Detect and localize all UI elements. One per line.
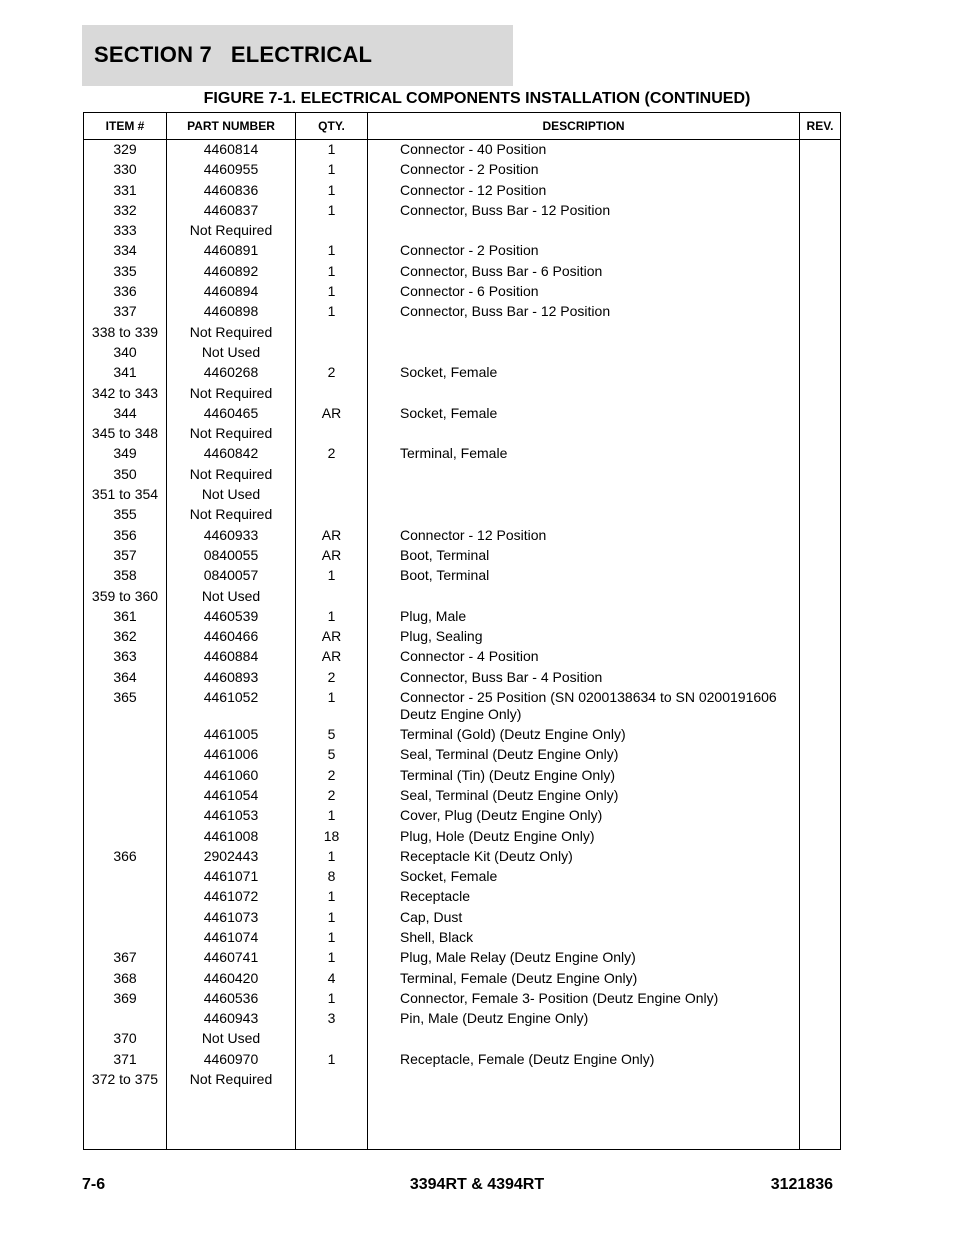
table-row [84,364,840,384]
part-number-cell: 4461005 [203,726,259,743]
table-row [84,746,840,766]
model-name: 3394RT & 4394RT [409,1176,545,1193]
part-number-cell: 4461052 [203,689,259,706]
part-number-cell: 4460892 [203,262,259,279]
table-row [84,445,840,465]
part-number-cell: 4460842 [203,445,259,462]
table-row [84,263,840,283]
item-cell: 344 [113,404,137,421]
qty-cell: 1 [327,567,336,584]
table-row [84,868,840,888]
part-number-cell: 4460884 [203,648,259,665]
table-row [84,608,840,628]
item-cell: 362 [113,628,137,645]
part-number-cell: 4460741 [203,949,259,966]
table-row [84,949,840,969]
table-row [84,385,840,405]
part-number-cell: 4461071 [203,868,259,885]
qty-cell: 4 [327,969,336,986]
part-number-cell: 4460466 [203,628,259,645]
table-row [84,628,840,648]
description-cell: Connector - 12 Position [400,181,547,198]
table-row [84,182,840,202]
item-cell: 329 [113,141,137,157]
section-banner [82,25,513,86]
table-row [84,787,840,807]
qty-cell: 2 [327,786,336,803]
description-cell: Socket, Female [400,868,498,885]
item-cell: 345 to 348 [91,425,159,442]
description-cell: Connector, Buss Bar - 6 Position [400,262,603,279]
description-cell: Terminal (Gold) (Deutz Engine Only) [400,726,626,743]
item-cell: 355 [113,506,137,523]
part-number-cell: 4460955 [203,161,259,178]
table-row [84,324,840,344]
item-cell: 334 [113,242,137,259]
document-number: 3121836 [770,1176,833,1193]
part-number-cell: 4460893 [203,668,259,685]
part-number-cell: 4460837 [203,201,259,218]
table-row [84,466,840,486]
qty-cell: 1 [327,242,336,259]
qty-cell: 1 [327,949,336,966]
item-cell: 357 [113,546,137,563]
table-row [84,283,840,303]
description-cell: Connector - 4 Position [400,648,539,665]
table-row [84,909,840,929]
description-cell: Connector, Female 3- Position (Deutz Engine Only) [400,989,719,1006]
item-cell: 335 [113,262,137,279]
table-row [84,202,840,222]
table-row [84,828,840,848]
part-number-cell: Not Required [189,465,273,482]
qty-cell: 1 [327,161,336,178]
item-cell: 356 [113,526,137,543]
table-row [84,648,840,668]
table-row [84,486,840,506]
description-cell: Connector - 12 Position [400,526,547,543]
part-number-cell: 4460891 [203,242,259,259]
item-cell: 331 [113,181,137,198]
item-cell: 370 [113,1030,137,1047]
item-cell: 351 to 354 [91,486,159,503]
part-number-cell: 4461072 [203,888,259,905]
table-row [84,567,840,587]
item-cell: 337 [113,303,137,320]
description-cell: Socket, Female [400,404,498,421]
part-number-cell: Not Used [201,587,261,604]
part-number-cell: 0840055 [203,546,259,563]
qty-cell: 1 [327,989,336,1006]
table-row [84,669,840,689]
table-row [84,222,840,242]
part-number-cell: 4460814 [203,141,259,157]
item-cell: 368 [113,969,137,986]
part-number-cell: 4460836 [203,181,259,198]
part-number-cell: 4461073 [203,908,259,925]
qty-cell: AR [321,526,342,543]
item-cell: 365 [113,689,137,706]
qty-cell: AR [321,648,342,665]
qty-cell: 1 [327,847,336,864]
description-cell-continued: Deutz Engine Only) [400,706,522,723]
description-cell: Cap, Dust [400,908,463,925]
table-row [84,888,840,908]
item-cell: 367 [113,949,137,966]
description-cell: Seal, Terminal (Deutz Engine Only) [400,746,619,763]
part-number-cell: 4460465 [203,404,259,421]
description-cell: Receptacle, Female (Deutz Engine Only) [400,1050,655,1067]
item-cell: 363 [113,648,137,665]
description-cell: Connector - 6 Position [400,283,539,300]
description-cell: Seal, Terminal (Deutz Engine Only) [400,786,619,803]
table-row [84,1071,840,1091]
item-cell: 336 [113,283,137,300]
item-cell: 330 [113,161,137,178]
qty-cell: 1 [327,1050,336,1067]
part-number-cell: 4461006 [203,746,259,763]
qty-cell: 1 [327,283,336,300]
part-number-cell: 4460933 [203,526,259,543]
table-row [84,303,840,323]
part-number-cell: 4461054 [203,786,259,803]
qty-cell: AR [321,404,342,421]
header-item: ITEM # [105,119,145,133]
header-description: DESCRIPTION [542,119,625,133]
qty-cell: 1 [327,928,336,945]
table-row [84,767,840,787]
qty-cell: 1 [327,888,336,905]
part-number-cell: Not Required [189,222,273,239]
qty-cell: 1 [327,181,336,198]
qty-cell: AR [321,628,342,645]
item-cell: 372 to 375 [91,1071,159,1088]
table-row [84,161,840,181]
description-cell: Connector, Buss Bar - 4 Position [400,668,603,685]
description-cell: Shell, Black [400,928,474,945]
part-number-cell: 4460943 [203,1010,259,1027]
item-cell: 369 [113,989,137,1006]
figure-title: FIGURE 7-1. ELECTRICAL COMPONENTS INSTALLATION (CONTINUED) [203,90,751,107]
description-cell: Connector - 25 Position (SN 0200138634 to SN 0200191606 [400,689,777,706]
table-row [84,990,840,1010]
table-row [84,405,840,425]
header-divider [84,139,840,140]
section-title: SECTION 7 ELECTRICAL [94,42,373,67]
part-number-cell: 0840057 [203,567,259,584]
qty-cell: 2 [327,364,336,381]
item-cell: 333 [113,222,137,239]
item-cell: 371 [113,1050,137,1067]
qty-cell: 1 [327,908,336,925]
table-row [84,807,840,827]
part-number-cell: 4460268 [203,364,259,381]
description-cell: Plug, Male [400,607,467,624]
description-cell: Plug, Sealing [400,628,483,645]
description-cell: Connector - 2 Position [400,242,539,259]
qty-cell: 2 [327,766,336,783]
item-cell: 342 to 343 [91,384,159,401]
description-cell: Terminal (Tin) (Deutz Engine Only) [400,766,615,783]
table-row [84,588,840,608]
part-number-cell: 4461008 [203,827,259,844]
part-number-cell: 4460894 [203,283,259,300]
qty-cell: 1 [327,607,336,624]
item-cell: 350 [113,465,137,482]
qty-cell: 1 [327,303,336,320]
item-cell: 359 to 360 [91,587,159,604]
item-cell: 349 [113,445,137,462]
table-row [84,242,840,262]
table-row [84,547,840,567]
part-number-cell: Not Required [189,384,273,401]
item-cell: 361 [113,607,137,624]
description-cell: Boot, Terminal [400,567,490,584]
item-cell: 366 [113,847,137,864]
description-cell: Plug, Male Relay (Deutz Engine Only) [400,949,636,966]
header-part-number: PART NUMBER [187,119,275,133]
part-number-cell: Not Required [189,425,273,442]
table-row [84,1030,840,1050]
part-number-cell: Not Required [189,1071,273,1088]
qty-cell: 5 [327,726,336,743]
qty-cell: 5 [327,746,336,763]
qty-cell: 1 [327,262,336,279]
part-number-cell: Not Used [201,486,261,503]
part-number-cell: Not Used [201,1030,261,1047]
description-cell: Receptacle [400,888,471,905]
part-number-cell: 4460898 [203,303,259,320]
description-cell: Cover, Plug (Deutz Engine Only) [400,807,603,824]
part-number-cell: 4461053 [203,807,259,824]
qty-cell: 1 [327,141,336,157]
table-row [84,848,840,868]
item-cell: 340 [113,343,137,360]
table-body [84,141,840,1091]
description-cell: Plug, Hole (Deutz Engine Only) [400,827,595,844]
table-row [84,689,840,726]
table-row [84,425,840,445]
qty-cell: 8 [327,868,336,885]
part-number-cell: 4460970 [203,1050,259,1067]
qty-cell: 1 [327,201,336,218]
part-number-cell: 4460536 [203,989,259,1006]
qty-cell: 3 [327,1010,336,1027]
part-number-cell: 2902443 [203,847,259,864]
header-rev: REV. [806,119,834,133]
page-number: 7-6 [82,1176,106,1193]
part-number-cell: 4460420 [203,969,259,986]
qty-cell: AR [321,546,342,563]
item-cell: 332 [113,201,137,218]
part-number-cell: 4461060 [203,766,259,783]
table-row [84,726,840,746]
description-cell: Boot, Terminal [400,546,490,563]
part-number-cell: Not Required [189,506,273,523]
description-cell: Terminal, Female (Deutz Engine Only) [400,969,638,986]
description-cell: Connector, Buss Bar - 12 Position [400,201,611,218]
qty-cell: 2 [327,445,336,462]
table-row [84,1051,840,1071]
item-cell: 341 [113,364,137,381]
description-cell: Connector, Buss Bar - 12 Position [400,303,611,320]
part-number-cell: 4461074 [203,928,259,945]
description-cell: Terminal, Female [400,445,508,462]
table-row [84,344,840,364]
item-cell: 358 [113,567,137,584]
qty-cell: 1 [327,689,336,706]
description-cell: Socket, Female [400,364,498,381]
table-row [84,141,840,161]
table-row [84,929,840,949]
part-number-cell: Not Used [201,343,261,360]
table-row [84,506,840,526]
qty-cell: 1 [327,807,336,824]
item-cell: 338 to 339 [91,323,159,340]
description-cell: Pin, Male (Deutz Engine Only) [400,1010,589,1027]
table-row [84,527,840,547]
qty-cell: 18 [323,827,340,844]
description-cell: Connector - 40 Position [400,141,547,157]
item-cell: 364 [113,668,137,685]
table-row [84,970,840,990]
table-row [84,1010,840,1030]
qty-cell: 2 [327,668,336,685]
part-number-cell: Not Required [189,323,273,340]
part-number-cell: 4460539 [203,607,259,624]
header-qty: QTY. [318,119,345,133]
description-cell: Receptacle Kit (Deutz Only) [400,847,573,864]
parts-table [83,112,841,1150]
description-cell: Connector - 2 Position [400,161,539,178]
